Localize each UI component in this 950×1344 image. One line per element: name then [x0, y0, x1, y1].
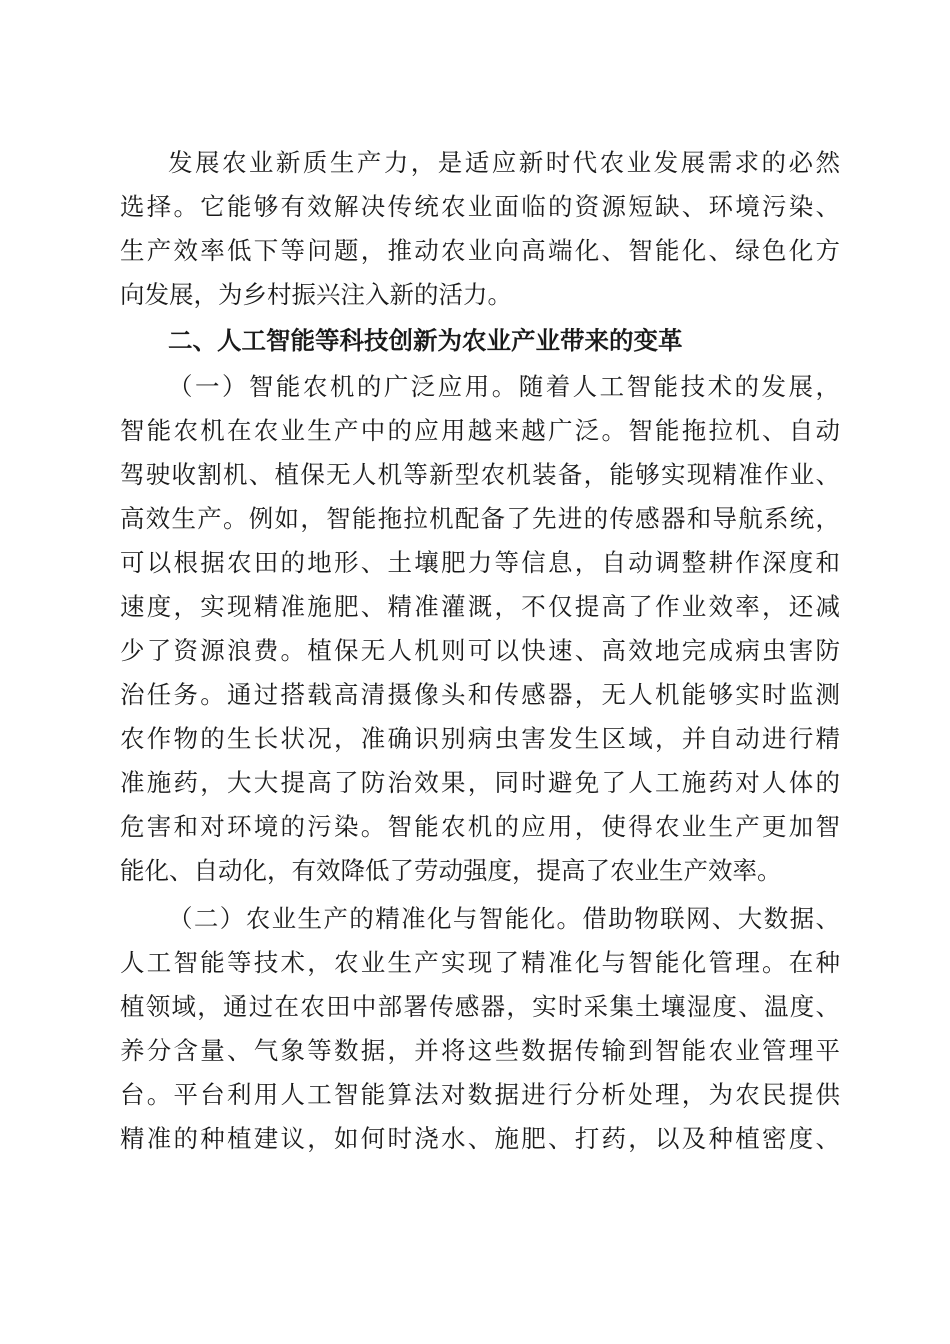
paragraph-2-line-7: 少了资源浪费。植保无人机则可以快速、高效地完成病虫害防: [120, 636, 840, 665]
paragraph-3-line-5: 台。平台利用人工智能算法对数据进行分析处理，为农民提供: [120, 1080, 840, 1109]
paragraph-2-line-5: 可以根据农田的地形、土壤肥力等信息，自动调整耕作深度和: [120, 548, 840, 577]
paragraph-1-line-3: 生产效率低下等问题，推动农业向高端化、智能化、绿色化方: [120, 236, 840, 265]
paragraph-3-line-4: 养分含量、气象等数据，并将这些数据传输到智能农业管理平: [120, 1036, 840, 1065]
paragraph-2-line-10: 准施药，大大提高了防治效果，同时避免了人工施药对人体的: [120, 768, 840, 797]
paragraph-2-line-8: 治任务。通过搭载高清摄像头和传感器，无人机能够实时监测: [120, 680, 840, 709]
paragraph-1-line-2: 选择。它能够有效解决传统农业面临的资源短缺、环境污染、: [120, 192, 840, 221]
paragraph-1-line-4: 向发展，为乡村振兴注入新的活力。: [120, 280, 512, 309]
paragraph-3-line-2: 人工智能等技术，农业生产实现了精准化与智能化管理。在种: [120, 948, 840, 977]
paragraph-3-line-3: 植领域，通过在农田中部署传感器，实时采集土壤湿度、温度、: [120, 992, 840, 1021]
paragraph-3-line-1: （二）农业生产的精准化与智能化。借助物联网、大数据、: [168, 904, 840, 933]
section-heading-2: 二、人工智能等科技创新为农业产业带来的变革: [168, 326, 683, 355]
paragraph-2-line-4: 高效生产。例如，智能拖拉机配备了先进的传感器和导航系统，: [120, 504, 840, 533]
paragraph-2-line-1: （一）智能农机的广泛应用。随着人工智能技术的发展，: [168, 372, 840, 401]
paragraph-2-line-2: 智能农机在农业生产中的应用越来越广泛。智能拖拉机、自动: [120, 416, 840, 445]
paragraph-2-line-6: 速度，实现精准施肥、精准灌溉，不仅提高了作业效率，还减: [120, 592, 840, 621]
paragraph-2-line-9: 农作物的生长状况，准确识别病虫害发生区域，并自动进行精: [120, 724, 840, 753]
paragraph-2-line-12: 能化、自动化，有效降低了劳动强度，提高了农业生产效率。: [120, 856, 782, 885]
paragraph-3-line-6: 精准的种植建议，如何时浇水、施肥、打药，以及种植密度、: [120, 1124, 840, 1153]
paragraph-2-line-11: 危害和对环境的污染。智能农机的应用，使得农业生产更加智: [120, 812, 840, 841]
paragraph-2-line-3: 驾驶收割机、植保无人机等新型农机装备，能够实现精准作业、: [120, 460, 840, 489]
paragraph-1-line-1: 发展农业新质生产力，是适应新时代农业发展需求的必然: [168, 148, 840, 177]
